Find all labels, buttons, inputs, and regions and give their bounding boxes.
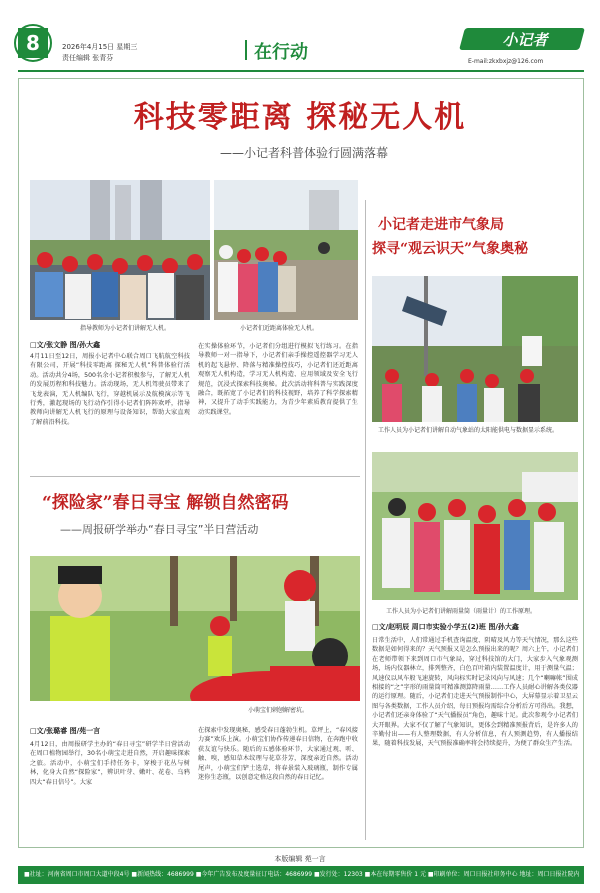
drone-experience-photo bbox=[214, 180, 358, 320]
page-header bbox=[0, 0, 600, 72]
issue-date: 2026年4月15日 星期三 bbox=[62, 43, 138, 51]
article1-title: 科技零距离 探秘无人机 bbox=[133, 100, 467, 135]
brand-logo: 小记者 bbox=[502, 31, 548, 49]
section-bar bbox=[245, 40, 247, 60]
article-divider bbox=[30, 476, 360, 477]
article1-column1: 4月11日至12日，周报小记者中心联合周口飞航航空科技有限公司，开展“科技零距离 探秘无人机”科普体验行活动。活动共分4场，500名余小记者积极参与，了解无人机的发展历程和科技魅力。活动现场，无人机驾驶员带来了飞龙表演，无人机编队飞行，穿越机展示及航模演示等飞行秀，激起现场的飞行动作引得小记者们阵阵欢呼，指导教师向讲解无人机飞行的原理与设备知识，帮助大家直观了解前沿科技。 bbox=[30, 353, 190, 426]
article2-subtitle: ——周报研学举办“春日寻宝”半日营活动 bbox=[60, 523, 259, 536]
rain-gauge-photo bbox=[372, 452, 578, 600]
publisher-info-bar: ■社址：河南省周口市周口大道中段4号 ■新闻热线：4686999 ■今年广告发布及度量征订电话：4686999 ■发行处：12303 ■本在每期零售价 1 元 ■印刷单位：周口日报社印务中心 地址：周口日报社院内 bbox=[18, 866, 584, 884]
section-title: 在行动 bbox=[254, 42, 308, 63]
treasure-hunt-photo bbox=[30, 556, 360, 701]
column-divider bbox=[365, 200, 366, 840]
drone-experience-caption: 小记者们近距离体验无人机。 bbox=[240, 325, 319, 332]
article2-title: “探险家”春日寻宝 解锁自然密码 bbox=[42, 493, 289, 513]
article1-subtitle: ——小记者科普体验行圆满落幕 bbox=[220, 146, 389, 160]
article1-byline: □文/张文静 图/孙大鑫 bbox=[30, 341, 101, 349]
article3-byline: □文/赵明辰 周口市实验小学五(2)班 图/孙大鑫 bbox=[372, 623, 519, 631]
treasure-hunt-caption: 小萌宝们刺刨解密坑。 bbox=[248, 707, 309, 714]
article2-column1: 4月12日，由周报研学主办的“春日寻宝”研学半日营活动在周口植物园举行，30名小萌宝走进自然，开启趣味探索之旅。活动中，小萌宝们手持任务卡，穿梭于花丛与树林，化身大自然“探险家”，辨识叶芽、嫩叶、花卷、乌鸦四大“春日信号”。大家 bbox=[30, 741, 190, 786]
page-editor-footer: 本版编辑 苑一言 bbox=[274, 855, 326, 863]
article3-title-line1: 小记者走进市气象局 bbox=[378, 217, 504, 233]
article2-column2: 在探索中发现奥秘，感受春日蓬勃生机。草坪上，“春风接力赛”欢乐上演。小萌宝们协作传递春日信物，在奔跑中收获友谊与快乐。随后的五感体验环节，大家通过观、听、触、嗅，感知草木纹理与花草芬芳，深度亲近自然。活动尾声，小萌宝们铲土选草，将春景装入玻璃瓶，制作专属迷你生态瓶，以创意定格这段自然的春日记忆。 bbox=[198, 727, 358, 782]
drone-lesson-photo bbox=[30, 180, 210, 320]
weather-station-caption: 工作人员为小记者们讲解自动气象站的太阳能供电与数据显示系统。 bbox=[378, 427, 559, 434]
article1-column2: 在实操体验环节，小记者们分组进行模拟飞行练习。在指导教师一对一指导下，小记者们亲手操控遥控器学习无人机的起飞悬停、降落与精准操控技巧，小记者们还近距离观察无人机构造，学习无人机构造、应用领域及安全飞行规范，沉浸式探索科技奥秘。此次活动将科普与实践深度融合，既拓宽了小记者们的科技视野，培养了科学探索精神，又提升了动手实践能力，为青少年素质教育提供了生动实践课堂。 bbox=[198, 343, 358, 416]
drone-lesson-caption: 指导教师为小记者们讲解无人机。 bbox=[80, 325, 171, 332]
page-editor: 责任编辑 张青芬 bbox=[62, 54, 114, 62]
article3-column: 日常生活中，人们常通过手机查询温度、阴晴及风力等天气情况，那么这些数据是如何得来的？天气预报又是怎么预报出来的呢？周六上午，小记者们在老师带领下来到周口市气象局，穿过科技馆的大门，大家步入气象观测场，场内仪器林立，排列整齐，白色百叶箱内装置温度计，用于测量气温；风速仪以风车般飞速旋转，风向标实时记录风向与风速；几个“喇嘛帐”围成相接的“之”字形的雨量筒可精准测算降雨量……工作人员耐心讲解各类仪器的运行原理。随后，小记者们走进天气预报制作中心，大屏幕显示着卫星云图与各类数据，工作人员介绍，每日预报均需综合分析后方可得出。我想，小记者们还亲身体验了“天气播报员”角色，趣味十足。此次参观令小记者们大开眼界。大家不仅了解了气象知识，更体会到精准预报背后，是许多人的辛勤付出——有人整理数据，有人分析信息，有人预测趋势，有人播报结果，随着科技发展，天气预报准确率将会持续提升，为便了群众生产生活。 bbox=[372, 637, 578, 748]
contact-email: E-mail:zkxbxjz@126.com bbox=[468, 58, 544, 65]
page-number: 8 bbox=[18, 28, 48, 58]
article2-byline: □文/张璐睿 图/苑一言 bbox=[30, 727, 101, 735]
weather-station-photo bbox=[372, 276, 578, 422]
header-rule bbox=[18, 70, 584, 72]
article3-title-line2: 探寻“观云识天”气象奥秘 bbox=[372, 241, 529, 257]
rain-gauge-caption: 工作人员为小记者们讲解雨量筒（雨量计）的工作原理。 bbox=[386, 608, 537, 615]
